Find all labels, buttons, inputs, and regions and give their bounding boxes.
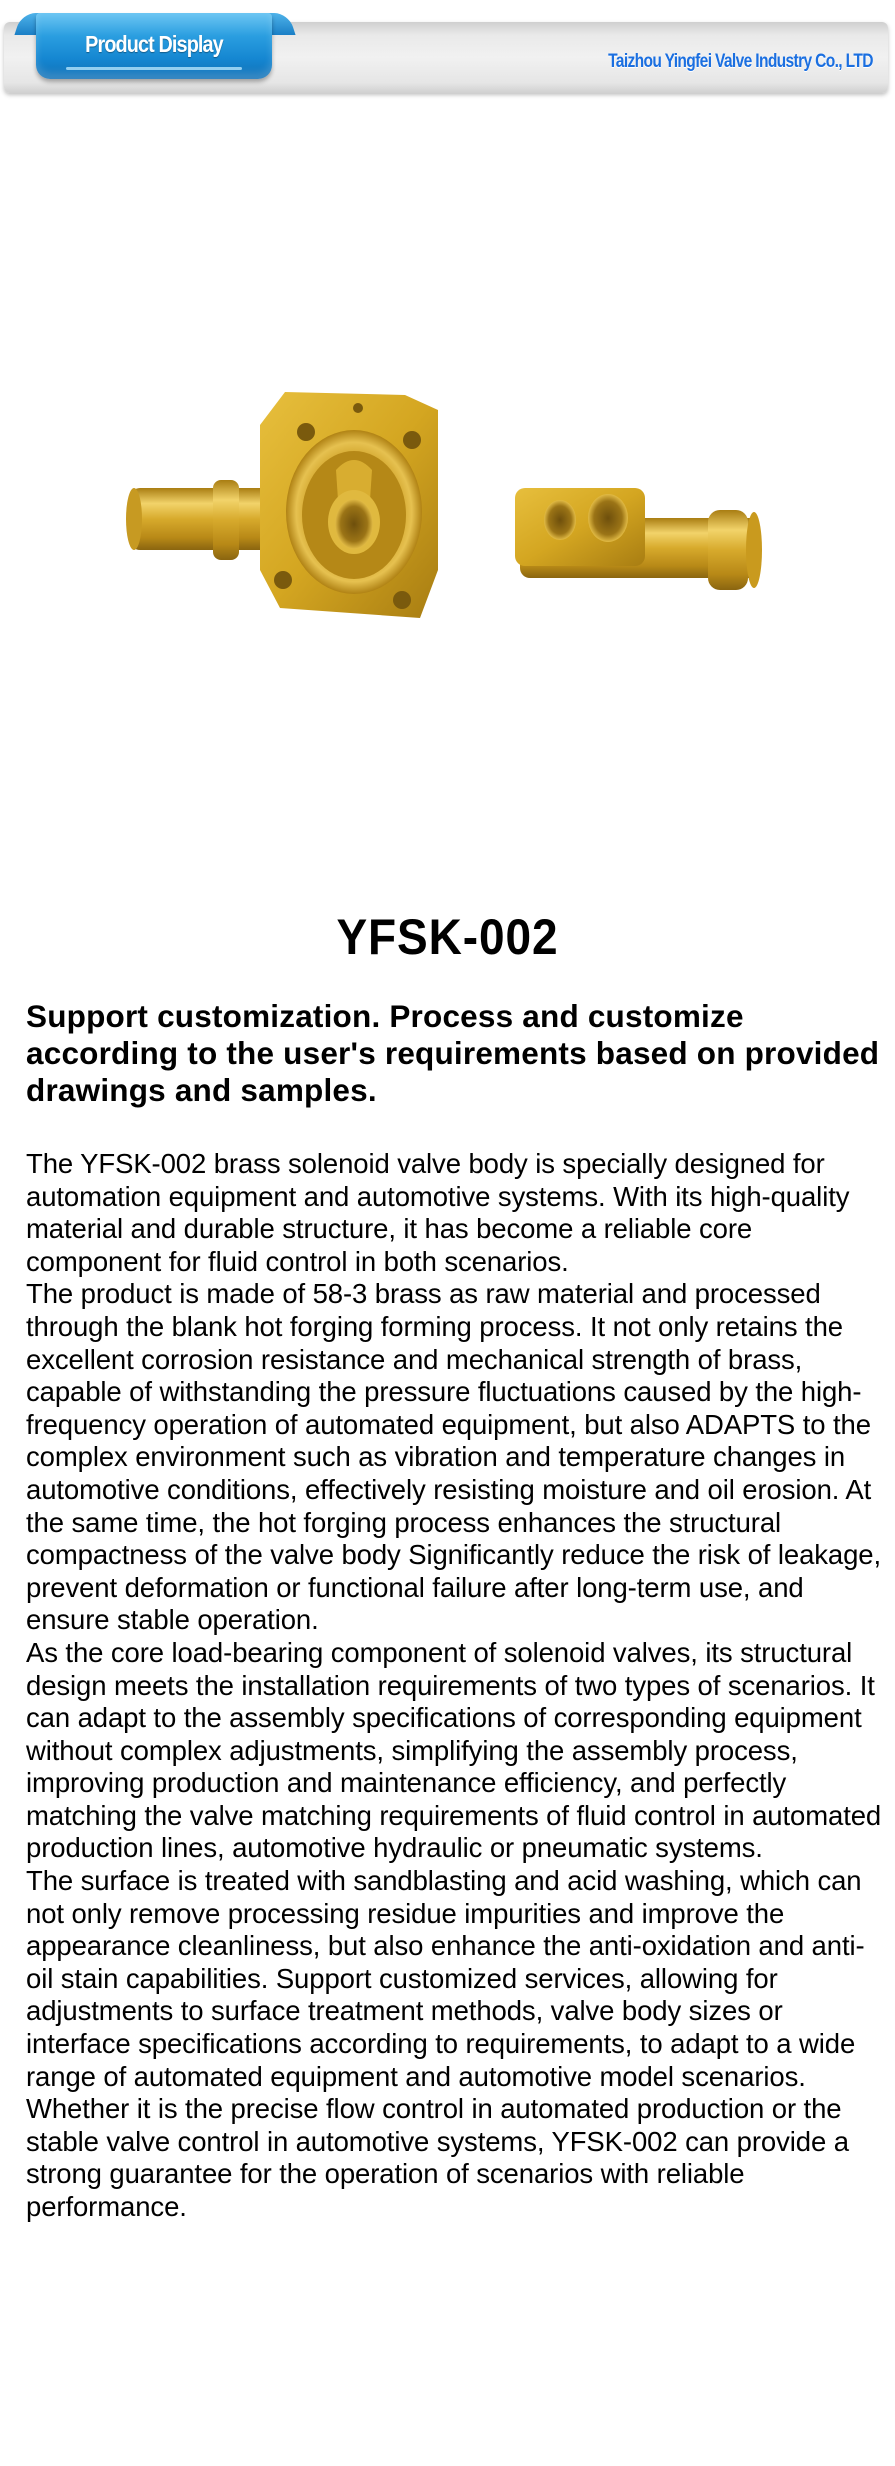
description-paragraph-surface: The surface is treated with sandblasting and acid washing, which can not only remove processing residue impurities and improve the appearance cleanliness, but also enhance the anti-oxidation and anti-oil stain capabilities. Support customized services, allowing for adjustments to surface treatment methods, valve body sizes or interface specifications according to requirements, to adapt to a wide range of automated equipment and automotive model scenarios. xyxy=(26,1865,865,2092)
customization-subheading: Support customization. Process and customize according to the user's requirements based on provided drawings and samples. xyxy=(26,998,880,1108)
ribbon-tab xyxy=(36,13,272,79)
description-paragraph-overview: The YFSK-002 brass solenoid valve body is specially designed for automation equipment and automotive systems. With its high-quality material and durable structure, it has become a reliable core component for fluid control in both scenarios. xyxy=(26,1148,850,1277)
product-image xyxy=(120,370,780,630)
product-display-banner xyxy=(0,0,895,100)
company-name: Taizhou Yingfei Valve Industry Co., LTD xyxy=(608,51,873,72)
product-model-title: YFSK-002 xyxy=(336,909,559,965)
product-description xyxy=(26,1148,890,2224)
ribbon-shine xyxy=(66,67,242,70)
description-paragraph-material: The product is made of 58-3 brass as raw material and processed through the blank hot forging forming process. It not only retains the excellent corrosion resistance and mechanical strength of brass, capable of withstanding the pressure fluctuations caused by the high-frequency operation of automated equipment, but also ADAPTS to the complex environment such as vibration and temperature changes in automotive conditions, effectively resisting moisture and oil erosion. At the same time, the hot forging process enhances the structural compactness of the valve body Significantly reduce the risk of leakage, prevent deformation or functional failure after long-term use, and ensure stable operation. xyxy=(26,1278,882,1636)
description-paragraph-structure: As the core load-bearing component of solenoid valves, its structural design meets the installation requirements of two types of scenarios. It can adapt to the assembly specifications of corresponding equipment without complex adjustments, simplifying the assembly process, improving production and maintenance efficiency, and perfectly matching the valve matching requirements of fluid control in automated production lines, automotive hydraulic or pneumatic systems. xyxy=(26,1636,882,1864)
ribbon-label: Product Display xyxy=(85,31,223,57)
valve-body-illustration xyxy=(120,370,780,630)
description-paragraph-summary: Whether it is the precise flow control in automated production or the stable valve control in automotive systems, YFSK-002 can provide a strong guarantee for the operation of scenarios with reliable performance. xyxy=(26,2093,849,2222)
